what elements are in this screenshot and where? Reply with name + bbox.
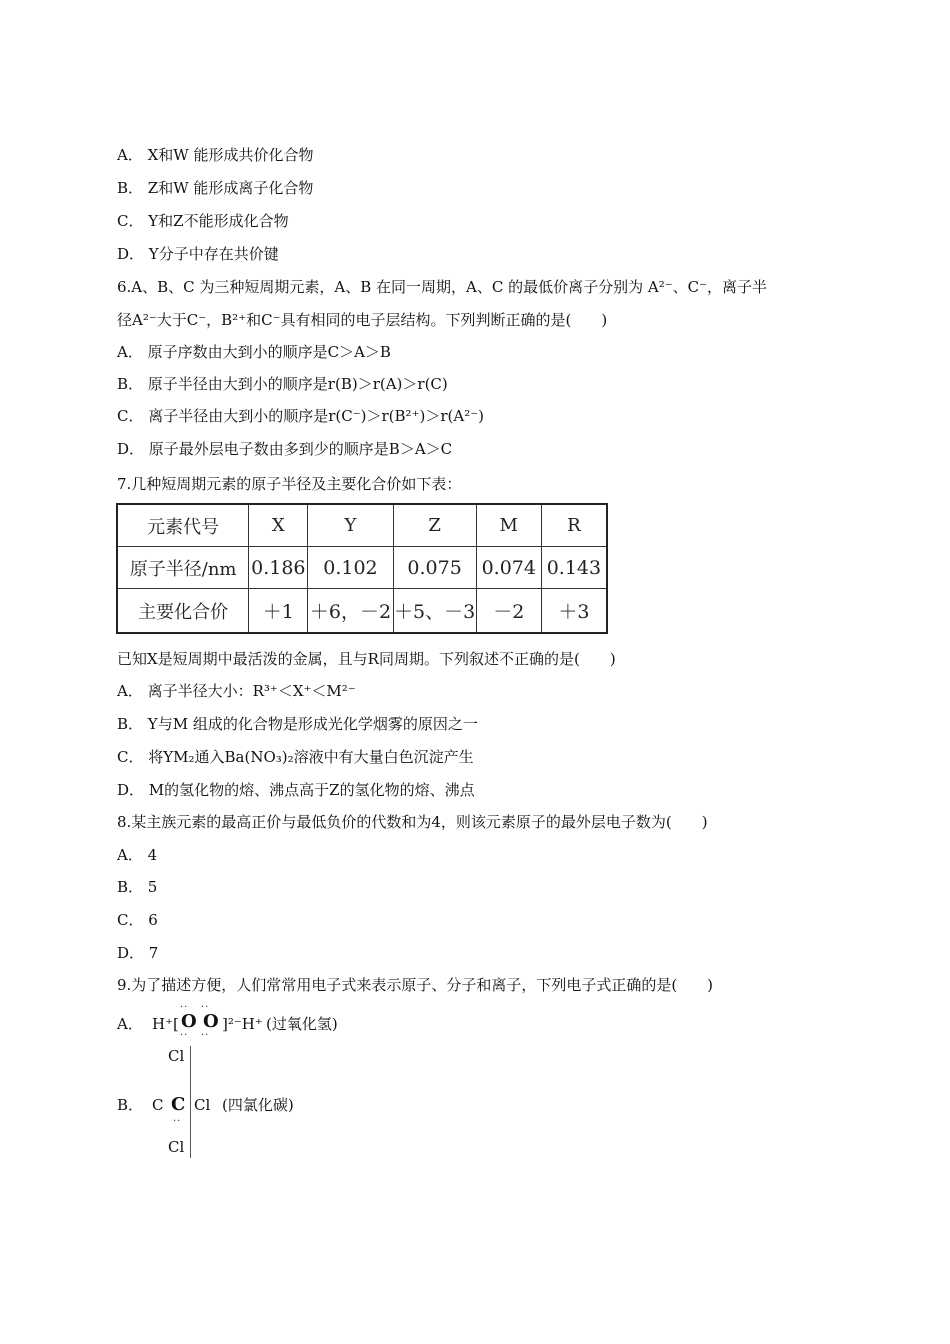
q8-stem: 8.某主族元素的最高正价与最低负价的代数和为4，则该元素原子的最外层电子数为( ) (117, 813, 708, 831)
q9-option-a-h-left: H⁺[ (152, 1015, 179, 1033)
table-header-cell: 元素代号 (117, 504, 249, 547)
q9-option-b-c-center: C (171, 1094, 186, 1115)
q9-option-a-oxygen-2: O (203, 1011, 219, 1032)
table-cell: ＋3 (541, 589, 607, 633)
table-cell: －2 (476, 589, 541, 633)
q6-option-d: D． 原子最外层电子数由多到少的顺序是B＞A＞C (117, 440, 453, 458)
q9-stem: 9.为了描述方便，人们常常用电子式来表示原子、分子和离子，下列电子式正确的是( ) (117, 976, 714, 994)
table-header-row (117, 504, 607, 547)
q9-option-b-note: (四氯化碳) (222, 1096, 294, 1114)
table-cell: 原子半径/nm (117, 547, 249, 589)
element-table (116, 503, 608, 634)
q7-followup: 已知X是短周期中最活泼的金属，且与R同周期。下列叙述不正确的是( ) (117, 650, 616, 668)
bracket-line (190, 1046, 191, 1158)
q8-option-b: B． 5 (117, 878, 158, 896)
table-cell: 0.102 (308, 547, 393, 589)
q6-option-c: C． 离子半径由大到小的顺序是r(C⁻)＞r(B²⁺)＞r(A²⁻) (117, 407, 484, 425)
table-row (117, 589, 607, 633)
table-cell: 主要化合价 (117, 589, 249, 633)
q9-option-b-cl-bottom: Cl (168, 1138, 185, 1156)
q6-option-b: B． 原子半径由大到小的顺序是r(B)＞r(A)＞r(C) (117, 375, 448, 393)
q9-option-a-oxygen-1: O (181, 1011, 197, 1032)
q9-option-a-note: (过氧化氢) (266, 1015, 338, 1033)
table-header-cell: M (476, 504, 541, 547)
q5-option-b: B． Z和W 能形成离子化合物 (117, 179, 314, 197)
q5-option-c: C． Y和Z不能形成化合物 (117, 212, 289, 230)
table-header-cell: R (541, 504, 607, 547)
q5-option-d: D． Y分子中存在共价键 (117, 245, 279, 263)
q8-option-d: D． 7 (117, 944, 159, 962)
q7-option-c: C． 将YM₂通入Ba(NO₃)₂溶液中有大量白色沉淀产生 (117, 748, 474, 766)
table-cell: 0.074 (476, 547, 541, 589)
electron-dots-icon: ·· (173, 1116, 182, 1127)
table-cell: ＋1 (249, 589, 308, 633)
q7-option-a: A． 离子半径大小：R³⁺＜X⁺＜M²⁻ (117, 682, 356, 700)
table-cell: 0.075 (393, 547, 476, 589)
q5-option-a: A． X和W 能形成共价化合物 (117, 146, 314, 164)
q7-option-b: B． Y与M 组成的化合物是形成光化学烟雾的原因之一 (117, 715, 478, 733)
table-cell: ＋6，－2 (308, 589, 393, 633)
q9-option-b-cl-right: Cl (194, 1096, 211, 1114)
table-cell: 0.186 (249, 547, 308, 589)
table-row (117, 547, 607, 589)
table-cell: 0.143 (541, 547, 607, 589)
q9-option-b-cl-top: Cl (168, 1047, 185, 1065)
q6-stem-line1: 6.A、B、C 为三种短周期元素，A、B 在同一周期，A、C 的最低价离子分别为 A²⁻、C⁻，离子半 (117, 278, 768, 296)
q6-option-a: A． 原子序数由大到小的顺序是C＞A＞B (117, 343, 391, 361)
q6-stem-line2: 径A²⁻大于C⁻，B²⁺和C⁻具有相同的电子层结构。下列判断正确的是( ) (117, 311, 608, 329)
electron-dots-icon: ·· ·· (180, 1030, 210, 1041)
q9-option-b-label: B． (117, 1096, 144, 1114)
q7-option-d: D． M的氢化物的熔、沸点高于Z的氢化物的熔、沸点 (117, 781, 475, 799)
table-header-cell: Y (308, 504, 393, 547)
q9-option-a-tail: ]²⁻H⁺ (222, 1015, 263, 1033)
q8-option-c: C． 6 (117, 911, 158, 929)
electron-dots-icon: ·· ·· (180, 1002, 210, 1013)
table-cell: ＋5、－3 (393, 589, 476, 633)
q9-option-a-label: A． (117, 1015, 143, 1033)
q7-stem: 7.几种短周期元素的原子半径及主要化合价如下表： (117, 475, 462, 493)
table-header-cell: X (249, 504, 308, 547)
table-header-cell: Z (393, 504, 476, 547)
q9-option-b-c-left: C (152, 1096, 164, 1114)
q8-option-a: A． 4 (117, 846, 158, 864)
